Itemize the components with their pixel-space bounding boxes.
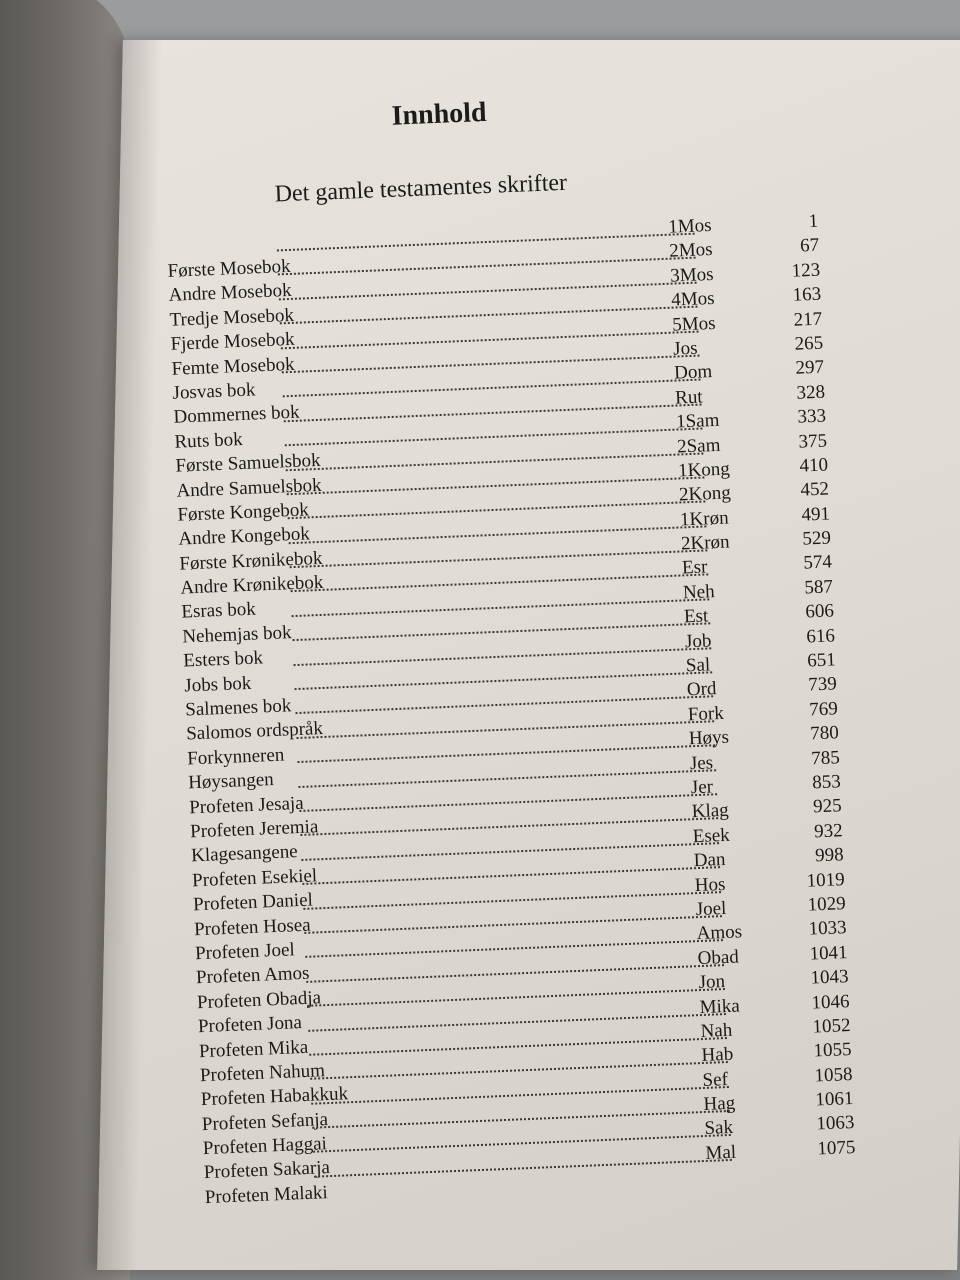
toc-entry-abbreviation: Dom [673, 361, 713, 384]
toc-entry-page-number: 1 [808, 210, 819, 233]
toc-entry-page-number: 491 [801, 503, 831, 526]
toc-entry-name: Profeten Obadja [196, 987, 322, 1013]
toc-entry-abbreviation: 1Kong [677, 458, 731, 482]
toc-entry-name: Første Kongebok [177, 499, 310, 526]
toc-entry-page-number: 739 [807, 673, 838, 696]
toc-entry-page-number: 780 [809, 722, 840, 745]
toc-entry-abbreviation: Amos [696, 921, 743, 945]
toc-entry-name: Første Mosebok [167, 255, 291, 282]
toc-entry-name: Profeten Malaki [204, 1182, 329, 1208]
toc-entry-abbreviation: Esek [692, 824, 731, 847]
toc-entry-abbreviation: 1Mos [667, 214, 713, 238]
toc-entry-name: Dommernes bok [173, 402, 301, 429]
toc-entry-name: Esters bok [182, 647, 264, 672]
toc-entry-page-number: 1061 [815, 1088, 854, 1111]
toc-entry-name: Nehemjas bok [181, 622, 292, 648]
toc-entry-abbreviation: Est [683, 605, 709, 628]
toc-entry-name: Andre Krønikebok [179, 571, 324, 599]
toc-entry-name: Andre Samuelsbok [176, 474, 322, 502]
toc-entry-abbreviation: Sef [702, 1068, 729, 1091]
toc-entry-name: Høysangen [187, 769, 275, 794]
section-title: Det gamle testamentes skrifter [274, 169, 568, 208]
toc-entry-page-number: 529 [802, 527, 832, 550]
toc-entry-page-number: 333 [797, 405, 827, 428]
toc-entry-name: Profeten Jeremia [189, 816, 319, 843]
toc-entry-abbreviation: 1Sam [675, 409, 720, 433]
toc-entry-name: Esras bok [180, 599, 257, 624]
toc-entry-page-number: 769 [808, 698, 839, 721]
toc-entry-abbreviation: 2Mos [668, 239, 713, 263]
toc-entry-page-number: 1043 [810, 966, 849, 989]
toc-entry-page-number: 452 [800, 478, 830, 501]
toc-entry-page-number: 1075 [817, 1136, 856, 1160]
toc-entry-page-number: 217 [793, 308, 823, 331]
toc-entry-name: Profeten Amos [195, 963, 310, 989]
toc-entry-name: Profeten Esekiel [191, 865, 318, 892]
toc-entry-name: Salomos ordspråk [185, 718, 324, 745]
toc-entry-abbreviation: Neh [682, 581, 716, 604]
toc-entry-page-number: 1029 [807, 893, 847, 916]
toc-entry-abbreviation: Hos [694, 873, 726, 896]
toc-entry-abbreviation: 5Mos [671, 312, 716, 336]
toc-entry-page-number: 785 [810, 746, 841, 769]
toc-entry-page-number: 375 [798, 430, 828, 453]
toc-entry-name: Profeten Mika [198, 1036, 309, 1062]
toc-entry-abbreviation: 3Mos [669, 263, 714, 287]
toc-entry-abbreviation: Ord [686, 678, 717, 701]
toc-entry-name: Profeten Daniel [192, 889, 314, 916]
toc-entry-name: Profeten Jona [197, 1012, 303, 1038]
toc-entry-abbreviation: Job [684, 629, 712, 653]
toc-entry-abbreviation: Jon [698, 971, 726, 994]
toc-entry-page-number: 1058 [814, 1063, 853, 1087]
toc-entry-abbreviation: Sak [704, 1117, 734, 1140]
toc-entry-page-number: 67 [799, 235, 820, 257]
toc-entry-abbreviation: Esr [681, 556, 708, 579]
toc-entry-abbreviation: 2Kong [678, 482, 732, 506]
toc-entry-page-number: 297 [795, 356, 825, 380]
toc-entry-name: Profeten Sakarja [203, 1157, 331, 1184]
toc-entry-name: Tredje Mosebok [169, 304, 295, 331]
toc-entry-name: Profeten Nahum [199, 1060, 326, 1087]
toc-entry-page-number: 410 [799, 454, 829, 477]
toc-entry-abbreviation: Rut [674, 386, 704, 409]
toc-entry-name: Salmenes bok [184, 695, 292, 721]
toc-entry-abbreviation: Hab [701, 1044, 734, 1067]
toc-entry-name: Profeten Sefanja [201, 1108, 329, 1135]
toc-entry-abbreviation: Dan [693, 849, 726, 872]
toc-list [166, 205, 960, 1208]
toc-entry-abbreviation: Sal [685, 654, 711, 677]
toc-entry-page-number: 1063 [816, 1112, 855, 1135]
toc-entry-page-number: 265 [794, 332, 824, 355]
toc-entry-page-number: 932 [813, 819, 844, 843]
toc-entry-name: Femte Mosebok [171, 353, 295, 380]
toc-entry-name: Forkynneren [186, 744, 285, 770]
toc-entry-name: Profeten Hosea [193, 914, 312, 940]
toc-entry-page-number: 587 [803, 576, 834, 599]
toc-entry-page-number: 1055 [813, 1039, 852, 1062]
toc-entry-page-number: 574 [803, 551, 833, 575]
toc-entry-name: Andre Mosebok [168, 280, 292, 307]
toc-entry-name: Profeten Jesaja [188, 792, 305, 818]
toc-entry-name: Profeten Joel [194, 939, 296, 965]
toc-entry-abbreviation: Jos [672, 337, 698, 360]
toc-entry-abbreviation: Fork [687, 702, 725, 726]
toc-entry-name: Klagesangene [190, 841, 299, 867]
toc-entry-abbreviation: Nah [700, 1019, 733, 1042]
toc-entry-abbreviation: 2Krøn [680, 531, 730, 555]
toc-entry-abbreviation: Klag [691, 800, 730, 823]
toc-entry-name: Andre Kongebok [178, 523, 311, 550]
toc-entry-name: Profeten Haggai [202, 1133, 328, 1160]
toc-entry-abbreviation: Mika [699, 994, 741, 1018]
toc-entry-page-number: 163 [792, 283, 822, 306]
toc-entry-abbreviation: Jer [690, 776, 714, 799]
toc-entry-page-number: 1046 [811, 990, 850, 1014]
toc-entry-name: Første Samuelsbok [175, 449, 321, 477]
toc-entry-page-number: 998 [814, 844, 845, 867]
toc-entry-page-number: 651 [806, 649, 837, 672]
toc-entry-name: Fjerde Mosebok [170, 328, 295, 355]
toc-entry-abbreviation: Jes [689, 751, 714, 774]
toc-entry-abbreviation: Hag [703, 1092, 736, 1116]
toc-entry-abbreviation: Høys [688, 726, 730, 750]
toc-entry-page-number: 123 [791, 259, 821, 282]
toc-entry-page-number: 328 [796, 381, 826, 404]
toc-entry-abbreviation: Mal [705, 1141, 737, 1164]
toc-entry-name: Josvas bok [172, 379, 256, 404]
toc-entry-abbreviation: 4Mos [670, 288, 715, 311]
toc-entry-abbreviation: 2Sam [676, 434, 721, 458]
toc-entry-name: Profeten Habakkuk [200, 1083, 349, 1111]
toc-entry-page-number: 1041 [809, 941, 848, 965]
toc-entry-abbreviation: Obad [697, 946, 740, 969]
toc-entry-page-number: 1052 [812, 1014, 851, 1038]
toc-entry-page-number: 606 [804, 600, 835, 623]
toc-entry-name: Jobs bok [183, 672, 252, 697]
toc-entry-abbreviation: Joel [695, 897, 727, 921]
toc-entry-name: Første Krønikebok [179, 547, 323, 575]
toc-entry-page-number: 853 [811, 771, 842, 794]
toc-entry-page-number: 1019 [806, 868, 846, 892]
toc-entry-name: Ruts bok [174, 428, 244, 453]
toc-entry-page-number: 1033 [808, 917, 848, 940]
toc-entry-page-number: 616 [805, 625, 836, 648]
toc-entry-abbreviation: 1Krøn [679, 507, 730, 531]
page-title: Innhold [391, 96, 488, 132]
toc-entry-page-number: 925 [812, 795, 843, 818]
